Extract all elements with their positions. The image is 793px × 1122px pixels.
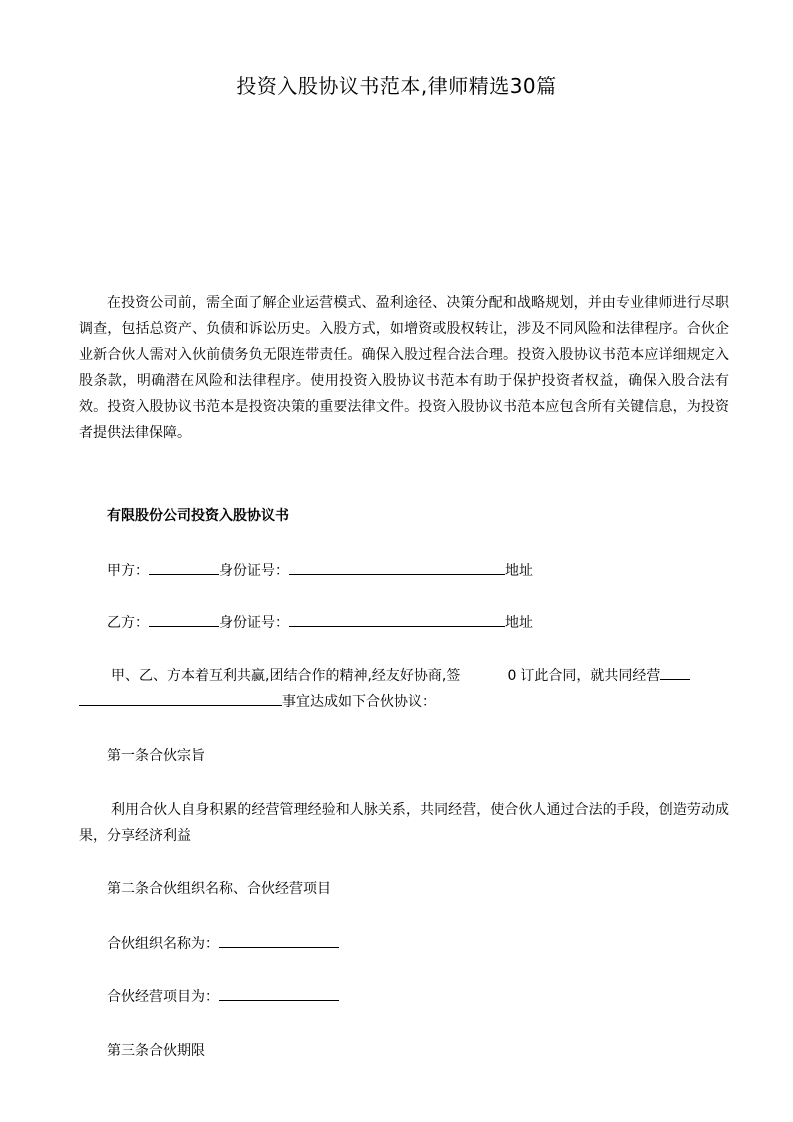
party-a-label: 甲方： <box>107 563 149 579</box>
article-1-title: 第一条合伙宗旨 <box>107 748 205 764</box>
preamble-text-2: 订此合同，就共同经营 <box>520 668 661 684</box>
intro-paragraph: 在投资公司前，需全面了解企业运营模式、盈利途径、决策分配和战略规划，并由专业律师进行尽职调查，包括总资产、负债和诉讼历史。入股方式，如增资或股权转让，涉及不同风险和法律程序。合伙企业新合伙人需对入伙前债务负无限连带责任。确保入股过程合法合理。投资入股协议书范本应详细规定入股条款，明确潜在风险和法律程序。使用投资入股协议书范本有助于保护投资者权益，确保入股合法有效。投资入股协议书范本是投资决策的重要法律文件。投资入股协议书范本应包含所有关键信息，为投资者提供法律保障。 <box>79 295 729 441</box>
party-a-name-blank <box>149 560 219 575</box>
party-b-address-label: 地址 <box>505 615 533 631</box>
party-a-id-label: 身份证号： <box>219 563 289 579</box>
party-a-address-label: 地址 <box>505 563 533 579</box>
party-b-label: 乙方： <box>107 615 149 631</box>
preamble-text-3: 事宜达成如下合伙协议： <box>282 694 436 710</box>
preamble-project-blank-b <box>79 691 282 706</box>
preamble-text-1: 甲、乙、方本着互利共赢,团结合作的精神,经友好协商,签 <box>111 668 461 684</box>
project-label: 合伙经营项目为： <box>107 989 219 1005</box>
org-name-line <box>107 933 339 955</box>
article-1-body: 利用合伙人自身积累的经营管理经验和人脉关系，共同经营，使合伙人通过合法的手段，创造劳动成果，分享经济利益 <box>79 802 729 844</box>
agreement-heading: 有限股份公司投资入股协议书 <box>107 508 289 524</box>
preamble-line-2 <box>79 691 436 713</box>
party-a-line <box>107 560 533 582</box>
party-b-id-blank <box>289 612 505 627</box>
org-name-label: 合伙组织名称为： <box>107 936 219 952</box>
preamble-project-blank-a <box>660 665 690 680</box>
preamble-line-1 <box>111 665 690 687</box>
document-title: 投资入股协议书范本,律师精选30篇 <box>236 74 557 98</box>
party-b-id-label: 身份证号： <box>219 615 289 631</box>
org-name-blank <box>219 933 339 948</box>
preamble-zero: 0 <box>507 668 517 684</box>
party-a-id-blank <box>289 560 505 575</box>
article-2-title: 第二条合伙组织名称、合伙经营项目 <box>107 881 331 897</box>
party-b-line <box>107 612 533 634</box>
project-blank <box>219 986 339 1001</box>
project-line <box>107 986 339 1008</box>
party-b-name-blank <box>149 612 219 627</box>
article-3-title: 第三条合伙期限 <box>107 1043 205 1059</box>
